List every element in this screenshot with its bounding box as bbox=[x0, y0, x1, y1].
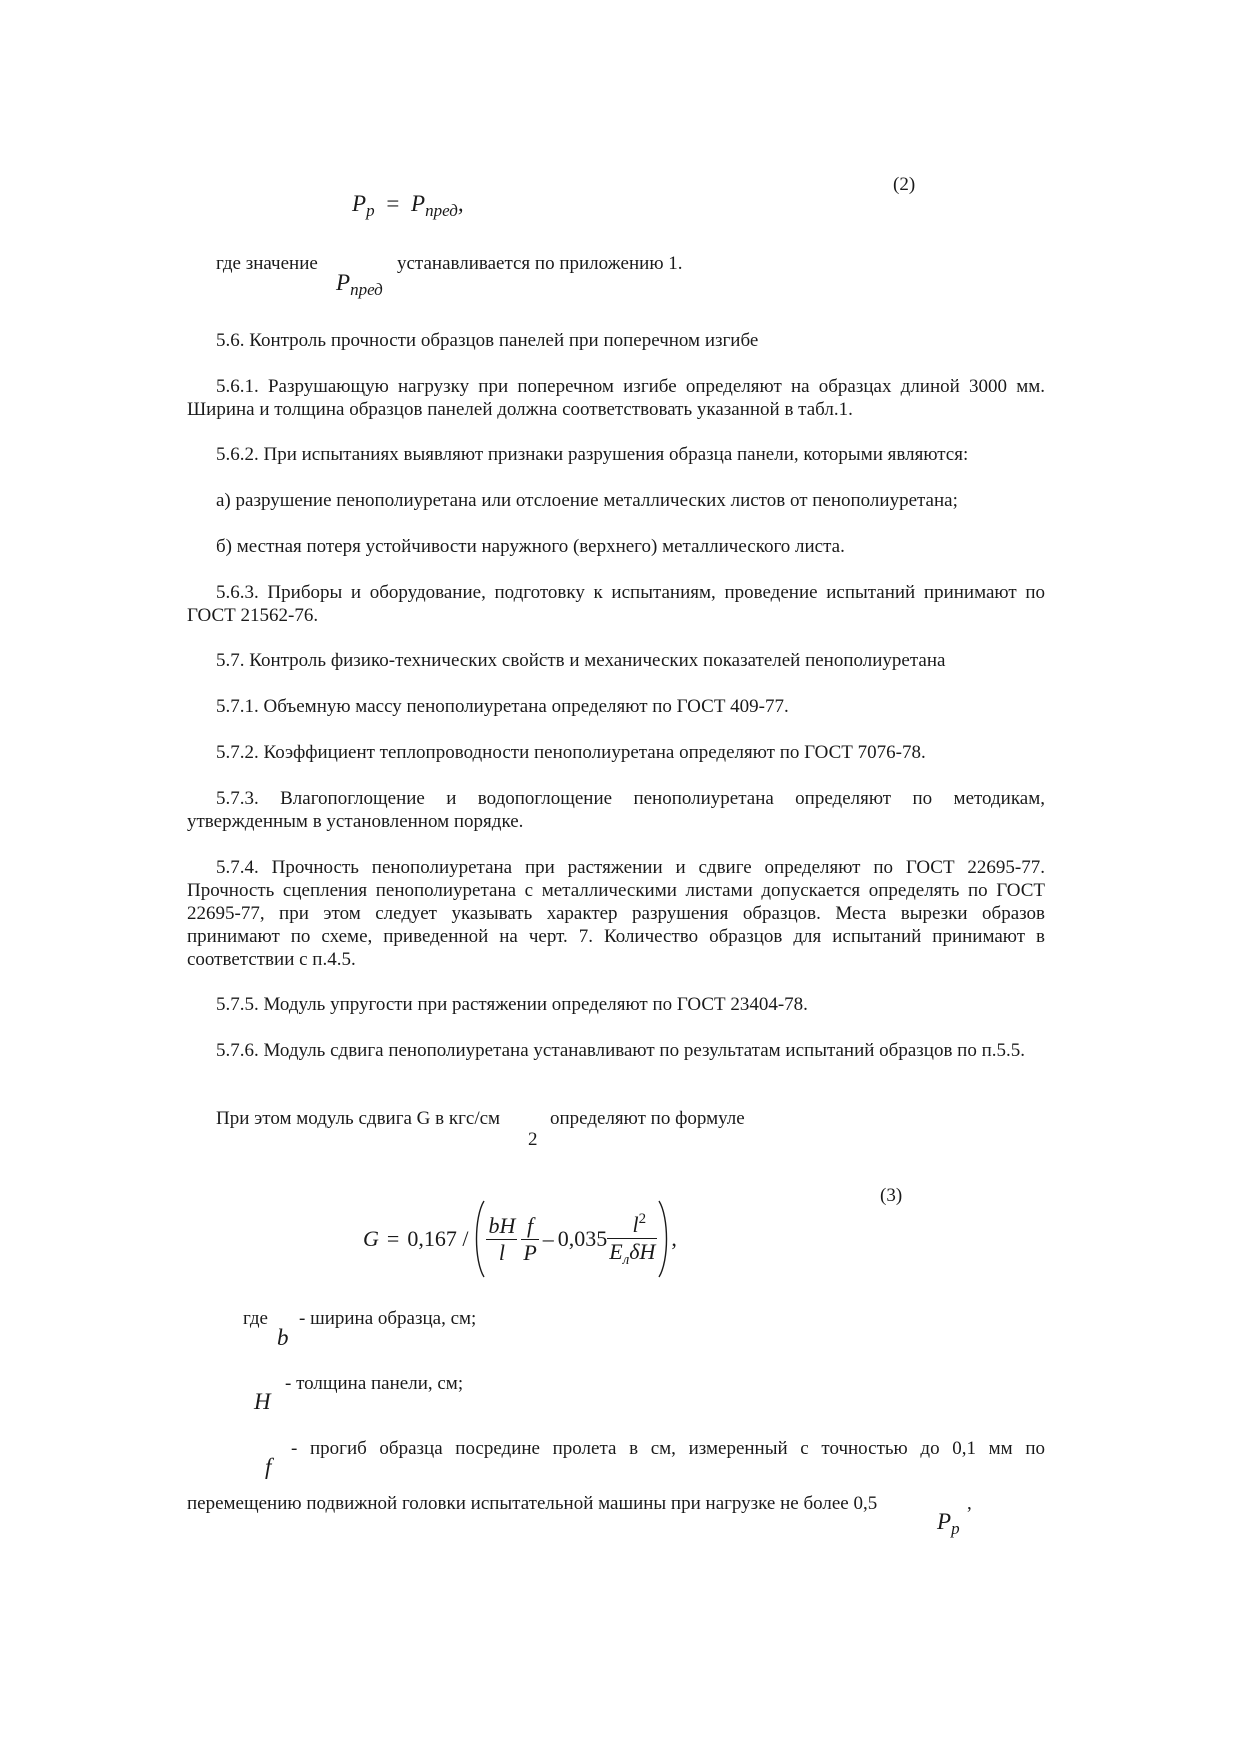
where-pred-after: устанавливается по приложению 1. bbox=[397, 253, 683, 274]
eq2-rhs: P bbox=[411, 191, 426, 216]
paragraph-5-7-5: 5.7.5. Модуль упругости при растяжении определяют по ГОСТ 23404-78. bbox=[216, 994, 808, 1015]
shear-line-before: При этом модуль сдвига G в кгс/см bbox=[216, 1108, 501, 1129]
paragraph-5-7-4: 5.7.4. Прочность пенополиуретана при растяжении и сдвиге определяют по ГОСТ 22695-77. Прочность сцепления пенополиуретана с металлическими листами допускается определять по ГОСТ 22695-77, при этом следует указывать характер разрушения образцов. Места вырезки образов принимают по схеме, приведенной на черт. 7. Количество образцов для испытаний принимают в соответствии с п.4.5. bbox=[187, 857, 1045, 970]
equation-3 bbox=[363, 1198, 677, 1280]
paragraph-5-7-6: 5.7.6. Модуль сдвига пенополиуретана устанавливают по результатам испытаний образцов по п.5.5. bbox=[216, 1040, 1026, 1061]
def-last-line: перемещению подвижной головки испытательной машины при нагрузке не более 0,5 bbox=[187, 1493, 878, 1514]
def-h-symbol: H bbox=[254, 1389, 271, 1414]
paragraph-a: а) разрушение пенополиуретана или отслоение металлических листов от пенополиуретана; bbox=[216, 490, 958, 511]
pred-symbol-sub: пред bbox=[350, 280, 383, 299]
paragraph-5-6-3: 5.6.3. Приборы и оборудование, подготовку к испытаниям, проведение испытаний принимают по ГОСТ 21562-76. bbox=[187, 582, 1045, 626]
paragraph-5-7: 5.7. Контроль физико-технических свойств и механических показателей пенополиуретана bbox=[216, 650, 946, 671]
eq3-coefficient-2: 0,035 bbox=[557, 1226, 608, 1251]
equation-2 bbox=[352, 190, 464, 225]
eq3-coefficient: 0,167 / bbox=[407, 1226, 469, 1251]
shear-line-exponent: 2 bbox=[528, 1129, 538, 1150]
eq3-fraction-l2-elh: $\frac{l^2}{E_л\delta H}$ bbox=[607, 1206, 657, 1273]
defs-where: где bbox=[243, 1308, 268, 1329]
equation-3-number: (3) bbox=[880, 1185, 903, 1206]
eq3-fraction-f-p: $\frac{f}{P}$ bbox=[523, 1212, 537, 1265]
paragraph-5-7-3: 5.7.3. Влагопоглощение и водопоглощение пенополиуретана определяют по методикам, утвержденным в установленном порядке. bbox=[187, 788, 1045, 832]
paragraph-5-6-2: 5.6.2. При испытаниях выявляют признаки разрушения образца панели, которыми являются: bbox=[216, 444, 969, 465]
paragraph-5-6-1: 5.6.1. Разрушающую нагрузку при поперечном изгибе определяют на образцах длиной 3000 мм. Ширина и толщина образцов панелей должна соответствовать указанной в табл.1. bbox=[187, 376, 1045, 420]
pred-symbol: P bbox=[336, 270, 351, 295]
def-b-text: - ширина образца, см; bbox=[299, 1308, 477, 1329]
p-symbol: P bbox=[937, 1509, 952, 1534]
paragraph-b: б) местная потеря устойчивости наружного (верхнего) металлического листа. bbox=[216, 536, 845, 557]
eq3-fraction-bh-l: $\frac{bH}{l}$ bbox=[488, 1212, 516, 1265]
left-paren-icon bbox=[472, 1199, 486, 1279]
def-f-symbol: f bbox=[265, 1454, 272, 1479]
def-p-symbol bbox=[937, 1508, 960, 1543]
paragraph-5-7-2: 5.7.2. Коэффициент теплопроводности пенополиуретана определяют по ГОСТ 7076-78. bbox=[216, 742, 926, 763]
where-pred-symbol bbox=[336, 269, 383, 304]
eq2-rhs-sub: пред bbox=[425, 201, 458, 220]
eq2-equals: = bbox=[386, 191, 400, 216]
def-p-tail: , bbox=[967, 1493, 972, 1514]
p-symbol-sub: р bbox=[951, 1519, 960, 1538]
def-f-text: - прогиб образца посредине пролета в см, измеренный с точностью до 0,1 мм по bbox=[291, 1438, 1045, 1459]
def-h-text: - толщина панели, см; bbox=[285, 1373, 464, 1394]
eq3-minus: – bbox=[542, 1226, 554, 1251]
paragraph-5-6: 5.6. Контроль прочности образцов панелей при поперечном изгибе bbox=[216, 330, 759, 351]
right-paren-icon bbox=[657, 1199, 671, 1279]
equation-2-number: (2) bbox=[893, 174, 916, 195]
def-b-symbol: b bbox=[277, 1325, 289, 1350]
eq3-tail: , bbox=[671, 1226, 677, 1251]
eq2-lhs: P bbox=[352, 191, 367, 216]
paragraph-5-7-1: 5.7.1. Объемную массу пенополиуретана определяют по ГОСТ 409-77. bbox=[216, 696, 789, 717]
shear-line-after: определяют по формуле bbox=[550, 1108, 745, 1129]
eq2-lhs-sub: р bbox=[366, 201, 375, 220]
eq3-equals: = bbox=[386, 1226, 400, 1251]
eq3-lhs: G bbox=[363, 1226, 379, 1251]
eq2-tail: , bbox=[457, 191, 464, 216]
where-pred-before: где значение bbox=[216, 253, 318, 274]
